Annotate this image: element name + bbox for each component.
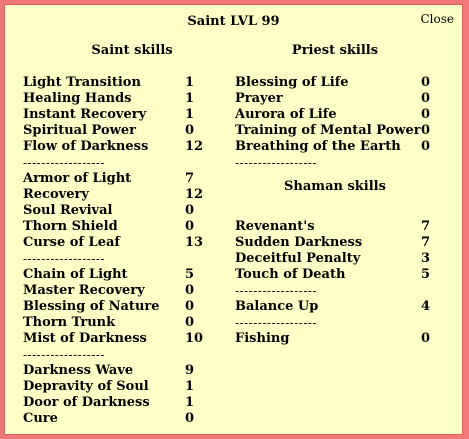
shaman-skills-heading: Shaman skills — [284, 179, 386, 194]
skill-name: Breathing of the Earth — [235, 139, 401, 154]
skills-window — [4, 4, 463, 435]
skill-level: 1 — [185, 91, 195, 106]
skill-row — [23, 203, 263, 219]
skill-name: Training of Mental Power — [235, 123, 421, 138]
skill-name: Recovery — [23, 187, 89, 202]
skill-name: Chain of Light — [23, 267, 128, 282]
skill-level: 7 — [185, 171, 195, 186]
skill-name: Blessing of Life — [235, 75, 349, 90]
saint-skills-heading: Saint skills — [91, 43, 173, 58]
skill-row — [235, 123, 469, 139]
skill-name: Depravity of Soul — [23, 379, 149, 394]
skill-level: 0 — [185, 411, 195, 426]
skill-level: 12 — [185, 139, 204, 154]
skill-row — [23, 331, 263, 347]
skill-name: Fishing — [235, 331, 290, 346]
skill-level: 5 — [421, 267, 431, 282]
skill-name: Cure — [23, 411, 58, 426]
skill-row — [23, 91, 263, 107]
skill-name: Curse of Leaf — [23, 235, 120, 250]
skill-row — [235, 107, 469, 123]
skill-name: Spiritual Power — [23, 123, 136, 138]
skill-level: 1 — [185, 395, 195, 410]
skill-level: 12 — [185, 187, 204, 202]
separator: ------------------ — [235, 156, 317, 170]
skill-name: Blessing of Nature — [23, 299, 160, 314]
skill-row — [23, 267, 263, 283]
skill-row — [23, 171, 263, 187]
separator: ------------------ — [23, 252, 105, 266]
skill-level: 1 — [185, 107, 195, 122]
skill-name: Touch of Death — [235, 267, 346, 282]
skill-name: Darkness Wave — [23, 363, 134, 378]
skill-row — [235, 251, 469, 267]
skill-row — [23, 315, 263, 331]
skill-level: 9 — [185, 363, 195, 378]
skill-name: Instant Recovery — [23, 107, 147, 122]
skill-level: 3 — [421, 251, 431, 266]
skill-row — [23, 123, 263, 139]
skill-name: Prayer — [235, 91, 283, 106]
skill-name: Door of Darkness — [23, 395, 150, 410]
separator: ------------------ — [23, 156, 105, 170]
skill-row — [235, 331, 469, 347]
skill-name: Balance Up — [235, 299, 319, 314]
skill-level: 7 — [421, 219, 431, 234]
skill-name: Thorn Trunk — [23, 315, 116, 330]
skill-level: 0 — [421, 107, 431, 122]
skill-row — [23, 187, 263, 203]
skill-level: 0 — [421, 123, 431, 138]
skill-row — [23, 411, 263, 427]
close-button[interactable]: Close — [420, 12, 454, 26]
skill-level: 0 — [421, 91, 431, 106]
separator: ------------------ — [235, 284, 317, 298]
skill-row — [23, 235, 263, 251]
skill-row — [23, 75, 263, 91]
skill-level: 1 — [185, 379, 195, 394]
skill-level: 0 — [185, 203, 195, 218]
skill-level: 0 — [185, 123, 195, 138]
skill-name: Deceitful Penalty — [235, 251, 361, 266]
skill-level: 7 — [421, 235, 431, 250]
skill-name: Flow of Darkness — [23, 139, 149, 154]
separator: ------------------ — [23, 348, 105, 362]
skill-level: 4 — [421, 299, 431, 314]
skill-row — [235, 267, 469, 283]
skill-row — [235, 299, 469, 315]
skill-level: 0 — [185, 299, 195, 314]
skill-level: 10 — [185, 331, 204, 346]
separator: ------------------ — [235, 316, 317, 330]
skill-name: Light Transition — [23, 75, 141, 90]
skill-row — [235, 219, 469, 235]
skill-name: Thorn Shield — [23, 219, 118, 234]
skill-name: Soul Revival — [23, 203, 113, 218]
skill-level: 0 — [421, 75, 431, 90]
skill-level: 0 — [421, 139, 431, 154]
skill-row — [23, 139, 263, 155]
priest-skills-heading: Priest skills — [291, 43, 379, 58]
skill-row — [23, 219, 263, 235]
skill-row — [235, 75, 469, 91]
skill-name: Aurora of Life — [235, 107, 337, 122]
skill-row — [235, 91, 469, 107]
skill-name: Mist of Darkness — [23, 331, 147, 346]
skill-name: Revenant's — [235, 219, 315, 234]
skill-level: 5 — [185, 267, 195, 282]
skill-name: Master Recovery — [23, 283, 145, 298]
skill-row — [23, 379, 263, 395]
skill-row — [23, 363, 263, 379]
skill-row — [23, 395, 263, 411]
skill-row — [23, 299, 263, 315]
skill-row — [23, 107, 263, 123]
skill-level: 13 — [185, 235, 204, 250]
window-title: Saint LVL 99 — [187, 14, 280, 29]
skill-name: Armor of Light — [23, 171, 132, 186]
skill-name: Sudden Darkness — [235, 235, 363, 250]
skill-row — [235, 139, 469, 155]
skill-level: 0 — [185, 219, 195, 234]
skill-name: Healing Hands — [23, 91, 132, 106]
skill-level: 1 — [185, 75, 195, 90]
skill-level: 0 — [185, 315, 195, 330]
skill-level: 0 — [421, 331, 431, 346]
skill-row — [235, 235, 469, 251]
skill-level: 0 — [185, 283, 195, 298]
skill-row — [23, 283, 263, 299]
